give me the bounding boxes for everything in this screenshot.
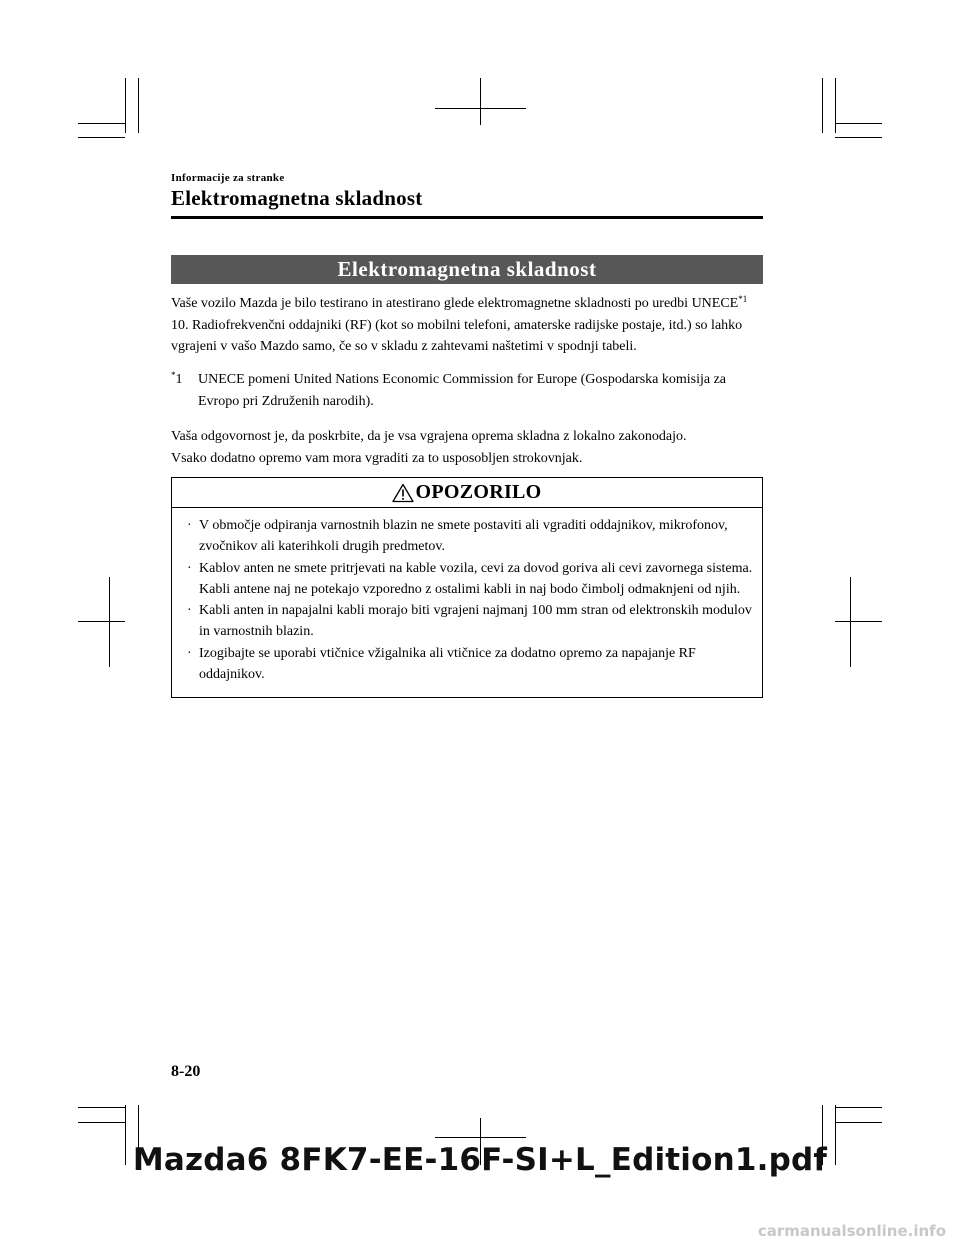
responsibility-line-1: Vaša odgovornost je, da poskrbite, da je vsa vgrajena oprema skladna z lokalno zakonodajo.	[171, 429, 687, 444]
footnote-ref: *1	[738, 294, 748, 304]
warning-item	[187, 515, 757, 558]
footnote-marker	[171, 369, 183, 391]
warning-title: OPOZORILO	[415, 481, 542, 503]
section-label: Informacije za stranke	[171, 172, 285, 184]
warning-triangle-icon	[392, 483, 414, 503]
intro-paragraph	[171, 293, 763, 358]
warning-item-text: V območje odpiranja varnostnih blazin ne smete postaviti ali vgraditi oddajnikov, mikrofonov, zvočnikov ali katerihkoli drugih predmetov.	[199, 518, 728, 555]
watermark: carmanualsonline.info	[757, 1222, 946, 1240]
warning-item	[187, 600, 757, 643]
warning-item-text: Kablov anten ne smete pritrjevati na kable vozila, cevi za dovod goriva ali cevi zavornega sistema. Kabli antene naj ne potekajo vzporedno z ostalimi kabli in naj bodo čimbolj odmaknjeni od njih.	[199, 560, 753, 597]
warning-item-text: Kabli anten in napajalni kabli morajo biti vgrajeni najmanj 100 mm stran od elektronskih modulov in varnostnih blazin.	[199, 603, 752, 640]
warning-box	[171, 477, 763, 698]
warning-item	[187, 558, 757, 601]
bullet: ·	[187, 560, 192, 576]
bullet: ·	[187, 518, 192, 533]
page-header: Elektromagnetna skladnost	[171, 186, 423, 210]
warning-item-text: Izogibajte se uporabi vtičnice vžigalnika ali vtičnice za dodatno opremo za napajanje RF oddajnikov.	[199, 645, 696, 683]
bullet: ·	[187, 603, 192, 619]
warning-item	[187, 643, 757, 686]
bullet: ·	[187, 645, 192, 661]
footnote	[171, 369, 763, 412]
document-filename: Mazda6 8FK7-EE-16F-SI+L_Edition1.pdf	[132, 1142, 828, 1178]
footnote-star: *	[171, 370, 176, 380]
intro-text-end: 10. Radiofrekvenčni oddajniki (RF) (kot so mobilni telefoni, amaterske radijske postaje, itd.) so lahko vgrajeni v vašo Mazdo samo, če so v skladu z zahtevami naštetimi v spodnji tabeli.	[171, 317, 743, 355]
responsibility-line-2: Vsako dodatno opremo vam mora vgraditi za to usposobljen strokovnjak.	[171, 450, 583, 466]
footnote-number: 1	[175, 372, 183, 387]
header-rule	[171, 216, 763, 219]
section-title-band: Elektromagnetna skladnost	[171, 255, 763, 284]
warning-header	[172, 478, 762, 508]
warning-list	[187, 515, 757, 685]
footnote-text: UNECE pomeni United Nations Economic Commission for Europe (Gospodarska komisija za Evropo pri Združenih narodih).	[198, 372, 727, 409]
responsibility-paragraph	[171, 426, 763, 469]
page-number: 8-20	[171, 1063, 201, 1080]
intro-text-start: Vaše vozilo Mazda je bilo testirano in atestirano glede elektromagnetne skladnosti po uredbi UNECE	[171, 296, 739, 311]
